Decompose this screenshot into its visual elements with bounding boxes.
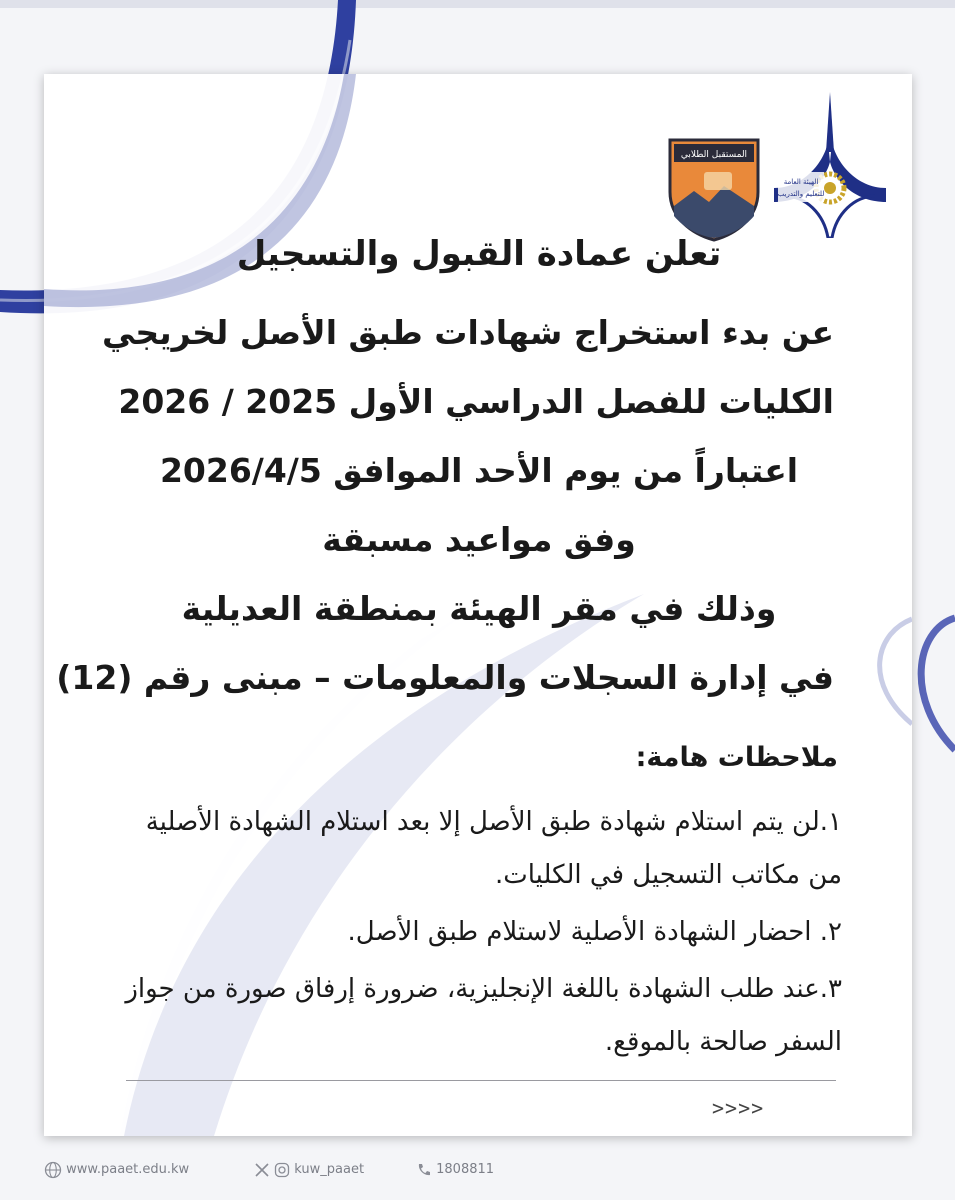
social-handle: kuw_paaet <box>294 1162 365 1177</box>
website-text: www.paaet.edu.kw <box>66 1162 190 1177</box>
announcement-body <box>56 298 834 712</box>
divider <box>126 1080 836 1081</box>
footer-website[interactable] <box>44 1156 189 1184</box>
paaet-logo <box>774 92 886 238</box>
announcement-line: وذلك في مقر الهيئة بمنطقة العديلية <box>181 589 777 628</box>
instagram-icon <box>274 1162 290 1178</box>
x-logo-icon <box>254 1162 270 1178</box>
announcement-line: عن بدء استخراج شهادات طبق الأصل لخريجي <box>102 313 834 352</box>
svg-text:للتعليم والتدريب: للتعليم والتدريب <box>777 190 825 198</box>
announcement-line: الكليات للفصل الدراسي الأول 2025 / 2026 <box>118 382 834 421</box>
note-item: ٢. احضار الشهادة الأصلية لاستلام طبق الأصل. <box>347 917 842 947</box>
announcement-line: وفق مواعيد مسبقة <box>322 520 636 559</box>
paaet-logo-text: الهيئة العامة <box>783 178 819 186</box>
announcement-card <box>44 74 912 1136</box>
college-logo-text: المستقبل الطلابي <box>680 150 748 160</box>
footer <box>44 1156 514 1184</box>
notes-heading: ملاحظات هامة: <box>635 742 838 773</box>
notes-list <box>124 796 842 1073</box>
announcement-title: تعلن عمادة القبول والتسجيل <box>236 234 722 274</box>
announcement-line: اعتباراً من يوم الأحد الموافق 2026/4/5 <box>159 451 799 490</box>
phone-number: 1808811 <box>436 1162 495 1177</box>
note-item: ٣.عند طلب الشهادة باللغة الإنجليزية، ضرورة إرفاق صورة من جواز السفر صالحة بالموقع. <box>125 974 842 1057</box>
footer-social[interactable] <box>254 1156 364 1184</box>
announcement-line: في إدارة السجلات والمعلومات – مبنى رقم (12) <box>56 658 834 697</box>
more-indicator[interactable]: >>>> <box>712 1096 765 1120</box>
college-badge-logo <box>664 136 764 242</box>
note-item: ١.لن يتم استلام شهادة طبق الأصل إلا بعد استلام الشهادة الأصلية من مكاتب التسجيل في الكليات. <box>145 807 842 890</box>
footer-phone[interactable] <box>416 1156 494 1184</box>
phone-icon <box>416 1162 432 1178</box>
globe-icon <box>44 1161 62 1179</box>
